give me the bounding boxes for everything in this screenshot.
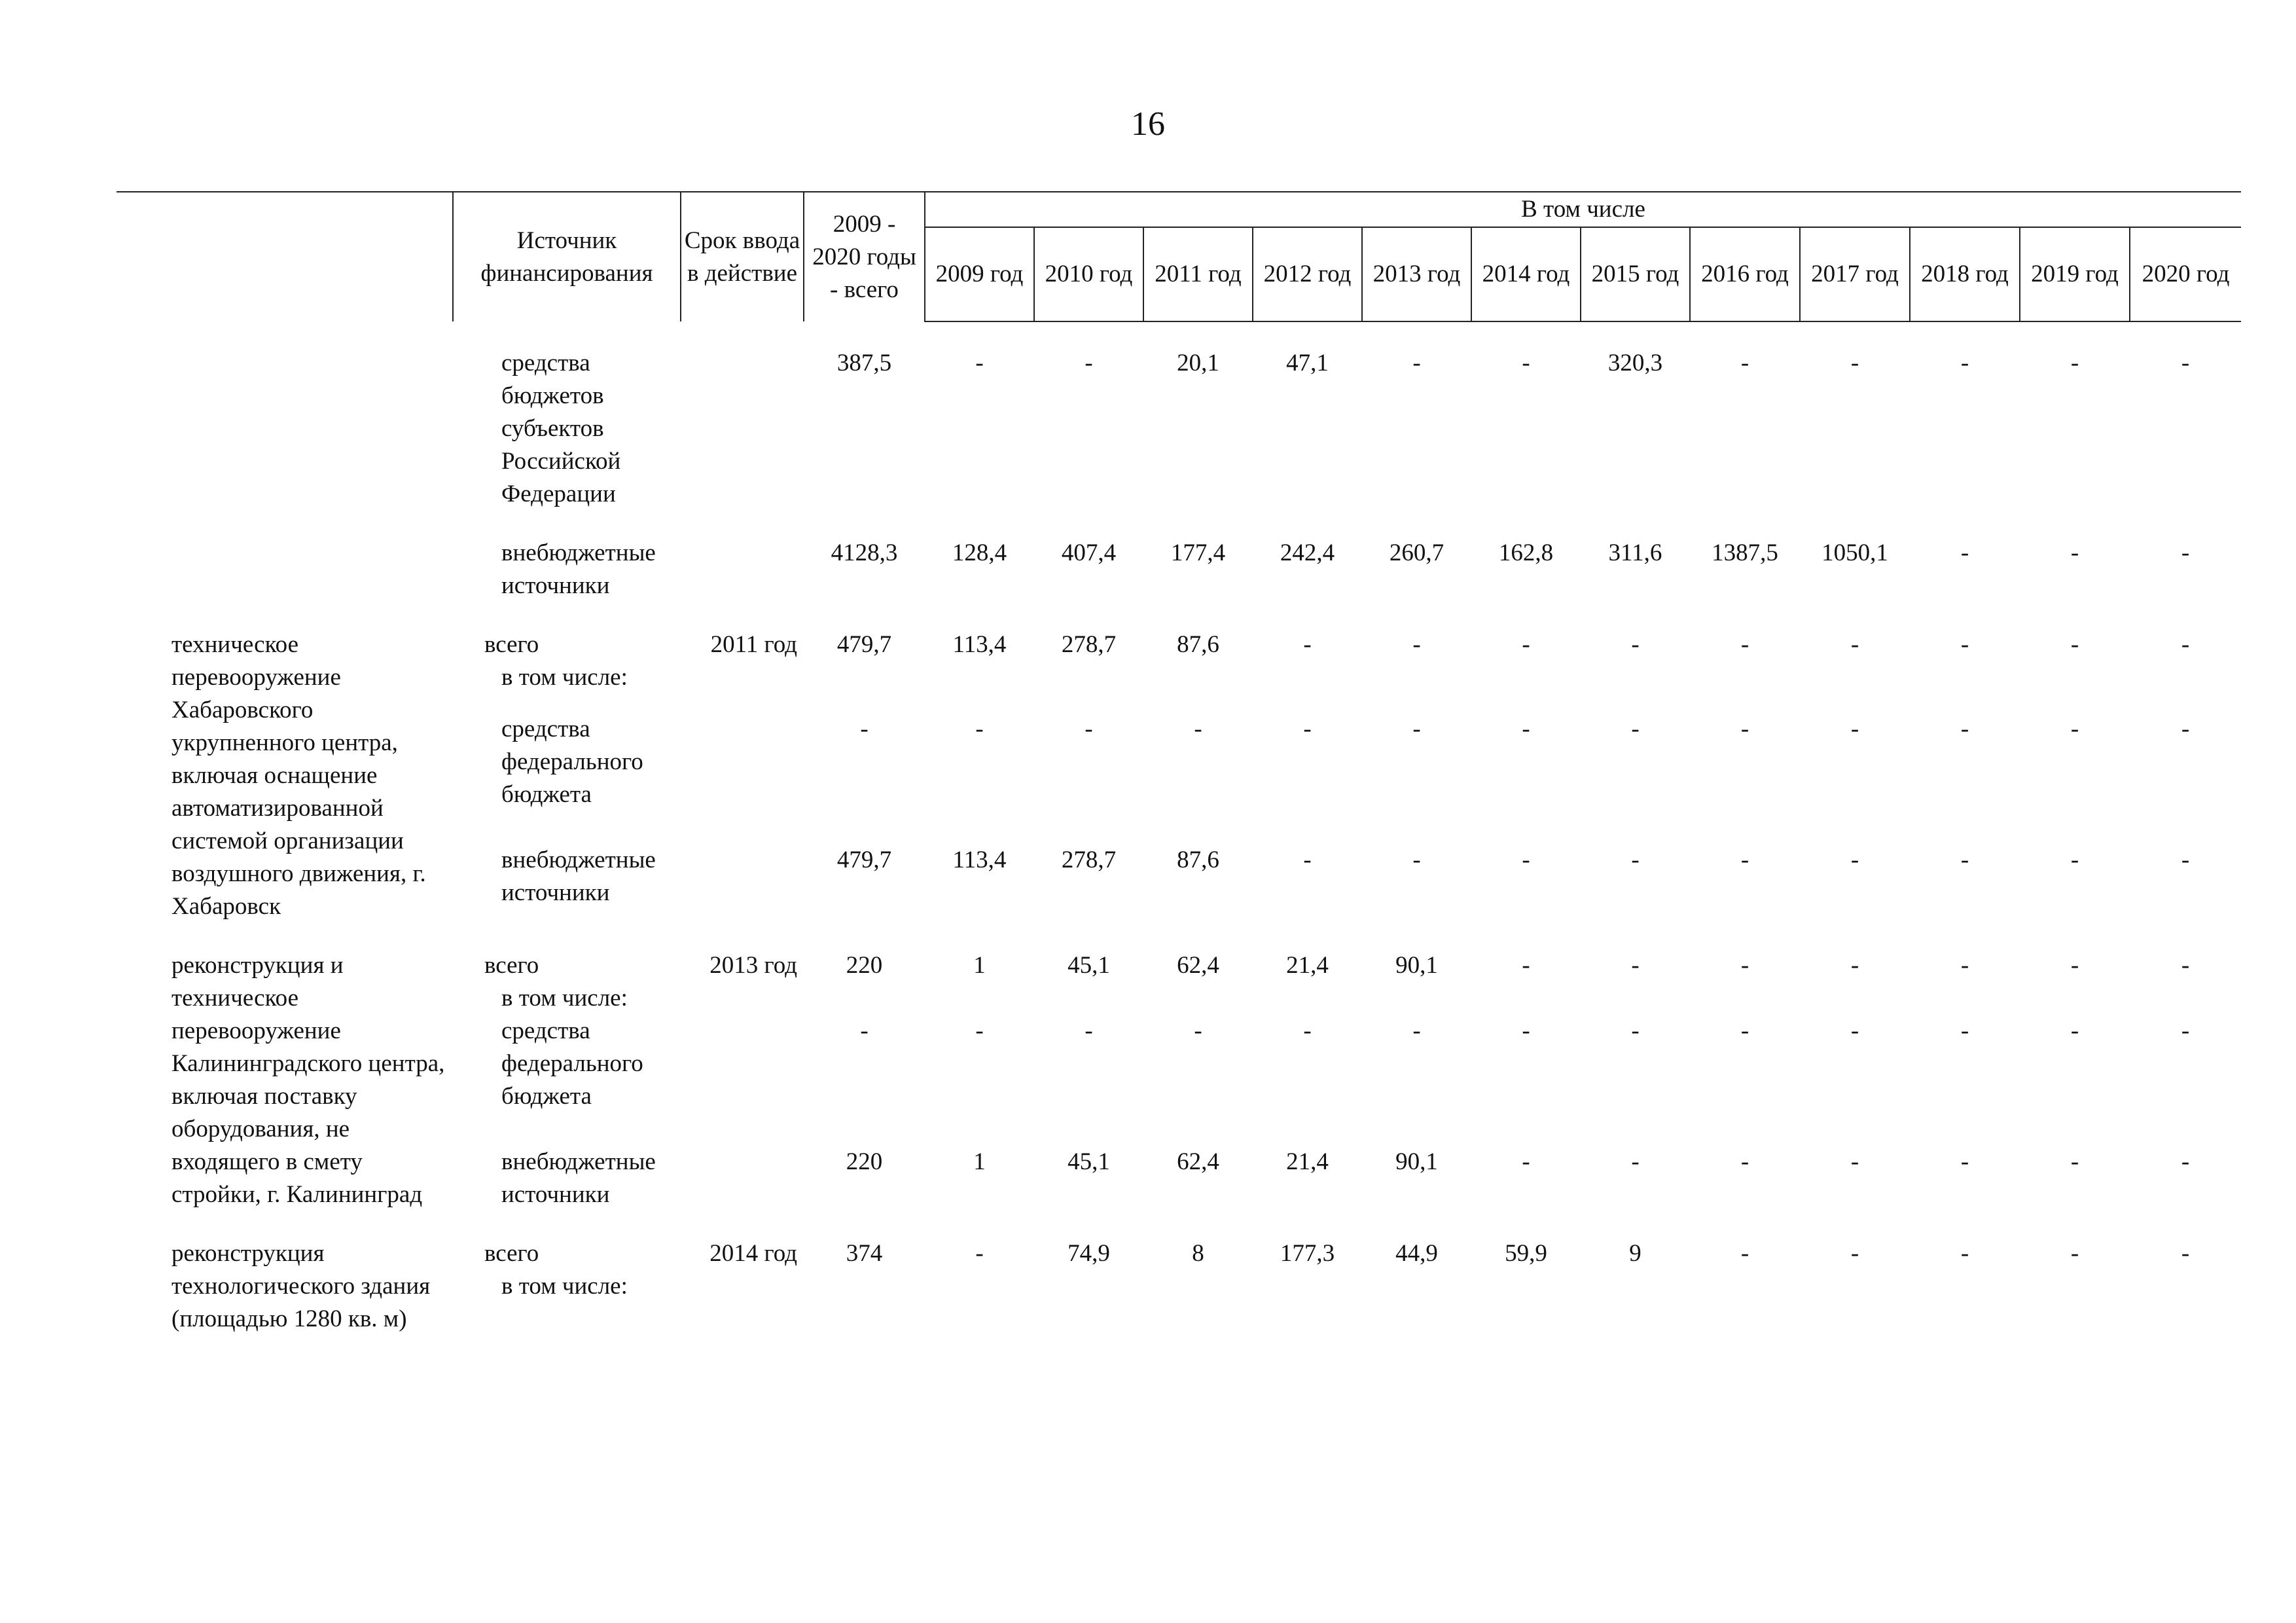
value-cell: -: [1194, 716, 1202, 743]
value-cell: -: [1412, 631, 1421, 658]
value-cell: -: [1960, 631, 1969, 658]
value-cell: -: [2181, 350, 2190, 376]
value-cell: -: [2181, 539, 2190, 566]
source-cell: всего в том числе:: [484, 1240, 628, 1300]
term-cell: 2011 год: [710, 631, 797, 658]
header-year-2013: 2013 год: [1362, 227, 1471, 321]
value-cell: -: [1522, 716, 1530, 743]
value-cell: -: [1085, 716, 1093, 743]
total-cell: 220: [846, 1148, 883, 1175]
header-year-2014: 2014 год: [1471, 227, 1581, 321]
value-cell: -: [1522, 631, 1530, 658]
header-year-2016: 2016 год: [1690, 227, 1800, 321]
header-object: [117, 192, 453, 321]
total-cell: 479,7: [836, 631, 892, 658]
value-cell: -: [2070, 1148, 2079, 1175]
value-cell: -: [1412, 716, 1421, 743]
value-cell: 62,4: [1177, 1148, 1219, 1175]
value-cell: -: [2181, 1017, 2190, 1044]
total-cell: 387,5: [836, 350, 892, 376]
value-cell: 21,4: [1286, 952, 1329, 979]
value-cell: -: [1960, 1148, 1969, 1175]
value-cell: -: [1522, 952, 1530, 979]
value-cell: 113,4: [952, 631, 1007, 658]
value-cell: -: [1960, 847, 1969, 874]
term-cell: [681, 347, 804, 511]
value-cell: -: [1740, 1017, 1749, 1044]
value-cell: -: [1740, 631, 1749, 658]
value-cell: -: [1522, 350, 1530, 376]
value-cell: -: [1960, 350, 1969, 376]
value-cell: 45,1: [1067, 952, 1110, 979]
value-cell: -: [1740, 1148, 1749, 1175]
value-cell: 407,4: [1061, 539, 1117, 566]
value-cell: -: [2181, 1148, 2190, 1175]
value-cell: -: [975, 1240, 984, 1267]
value-cell: -: [1303, 847, 1312, 874]
value-cell: -: [1740, 952, 1749, 979]
header-year-2009: 2009 год: [925, 227, 1034, 321]
value-cell: -: [1740, 716, 1749, 743]
value-cell: 9: [1629, 1240, 1641, 1267]
table-body: [117, 321, 2241, 1336]
value-cell: -: [1194, 1017, 1202, 1044]
value-cell: -: [1740, 1240, 1749, 1267]
header-source: Источник финансирования: [453, 192, 681, 321]
object-cell: [117, 511, 453, 602]
source-cell: внебюджетные источники: [501, 847, 656, 907]
term-cell: [681, 1146, 804, 1211]
value-cell: -: [1740, 350, 1749, 376]
value-cell: -: [1850, 350, 1859, 376]
value-cell: -: [2181, 1240, 2190, 1267]
value-cell: -: [1850, 631, 1859, 658]
value-cell: 62,4: [1177, 952, 1219, 979]
value-cell: -: [1850, 1148, 1859, 1175]
value-cell: -: [2070, 1240, 2079, 1267]
total-cell: 4128,3: [831, 539, 898, 566]
value-cell: 162,8: [1498, 539, 1554, 566]
header-year-2015: 2015 год: [1581, 227, 1690, 321]
term-cell: 2013 год: [709, 952, 797, 979]
value-cell: -: [1850, 952, 1859, 979]
value-cell: -: [1303, 1017, 1312, 1044]
value-cell: -: [975, 350, 984, 376]
value-cell: -: [1960, 952, 1969, 979]
table-row: [117, 1211, 2241, 1336]
header-year-2018: 2018 год: [1910, 227, 2020, 321]
value-cell: -: [1303, 716, 1312, 743]
value-cell: 90,1: [1395, 1148, 1438, 1175]
value-cell: -: [1085, 350, 1093, 376]
value-cell: 20,1: [1177, 350, 1219, 376]
value-cell: 44,9: [1395, 1240, 1438, 1267]
value-cell: -: [1631, 1148, 1640, 1175]
value-cell: -: [1850, 1017, 1859, 1044]
term-cell: [681, 511, 804, 602]
value-cell: -: [975, 716, 984, 743]
value-cell: -: [1522, 1017, 1530, 1044]
table-row: [117, 347, 2241, 511]
term-cell: [681, 844, 804, 923]
value-cell: -: [1960, 1240, 1969, 1267]
value-cell: -: [1412, 350, 1421, 376]
value-cell: 113,4: [952, 847, 1007, 874]
table-row: [117, 602, 2241, 713]
source-cell: средства федерального бюджета: [501, 716, 643, 809]
value-cell: -: [1960, 716, 1969, 743]
financing-table: [117, 191, 2241, 1336]
value-cell: -: [2070, 631, 2079, 658]
term-cell: [681, 713, 804, 844]
value-cell: -: [2070, 716, 2079, 743]
value-cell: 278,7: [1061, 631, 1117, 658]
total-cell: 220: [846, 952, 883, 979]
object-cell: [117, 347, 453, 511]
page-number: 16: [1131, 105, 1165, 143]
header-year-2012: 2012 год: [1253, 227, 1362, 321]
value-cell: 242,4: [1280, 539, 1335, 566]
value-cell: 45,1: [1067, 1148, 1110, 1175]
value-cell: -: [1631, 716, 1640, 743]
value-cell: -: [2181, 631, 2190, 658]
object-cell: реконструкция и техническое перевооружение Калининградского центра, включая поставку оборудования, не входящего в смету стройки, г. Калининград: [171, 952, 445, 1208]
value-cell: -: [975, 1017, 984, 1044]
value-cell: -: [2181, 716, 2190, 743]
total-cell: -: [860, 716, 869, 743]
value-cell: -: [2181, 952, 2190, 979]
source-cell: внебюджетные источники: [501, 1148, 656, 1208]
header-total: 2009 - 2020 годы - всего: [804, 192, 925, 321]
value-cell: 311,6: [1608, 539, 1662, 566]
value-cell: -: [2070, 350, 2079, 376]
value-cell: -: [1631, 631, 1640, 658]
value-cell: 1387,5: [1712, 539, 1778, 566]
value-cell: 278,7: [1061, 847, 1117, 874]
value-cell: 1050,1: [1821, 539, 1888, 566]
source-cell: внебюджетные источники: [501, 539, 656, 599]
value-cell: 1: [973, 952, 986, 979]
value-cell: -: [2070, 952, 2079, 979]
value-cell: -: [1960, 1017, 1969, 1044]
header-year-2011: 2011 год: [1143, 227, 1253, 321]
term-cell: 2014 год: [709, 1240, 797, 1267]
value-cell: 47,1: [1286, 350, 1329, 376]
value-cell: -: [1631, 847, 1640, 874]
value-cell: -: [2070, 847, 2079, 874]
value-cell: -: [1631, 1017, 1640, 1044]
value-cell: 177,4: [1170, 539, 1226, 566]
value-cell: -: [2181, 847, 2190, 874]
header-term: Срок ввода в действие: [681, 192, 804, 321]
table-row: [117, 923, 2241, 1015]
value-cell: -: [1850, 847, 1859, 874]
value-cell: 74,9: [1067, 1240, 1110, 1267]
value-cell: 320,3: [1607, 350, 1663, 376]
value-cell: 90,1: [1395, 952, 1438, 979]
value-cell: -: [1631, 952, 1640, 979]
header-year-2020: 2020 год: [2130, 227, 2241, 321]
object-cell: реконструкция технологического здания (площадью 1280 кв. м): [171, 1240, 431, 1332]
header-year-2019: 2019 год: [2020, 227, 2130, 321]
header-year-2010: 2010 год: [1034, 227, 1143, 321]
term-cell: [681, 1015, 804, 1146]
total-cell: 374: [846, 1240, 883, 1267]
source-cell: средства федерального бюджета: [501, 1017, 643, 1110]
value-cell: 21,4: [1286, 1148, 1329, 1175]
total-cell: -: [860, 1017, 869, 1044]
value-cell: -: [2070, 539, 2079, 566]
value-cell: 8: [1192, 1240, 1204, 1267]
value-cell: 1: [973, 1148, 986, 1175]
value-cell: -: [1850, 1240, 1859, 1267]
value-cell: -: [1522, 847, 1530, 874]
source-cell: средства бюджетов субъектов Российской Федерации: [501, 350, 621, 507]
table-row: [117, 511, 2241, 602]
value-cell: -: [1522, 1148, 1530, 1175]
value-cell: -: [1740, 847, 1749, 874]
value-cell: -: [1303, 631, 1312, 658]
value-cell: 87,6: [1177, 631, 1219, 658]
value-cell: -: [1085, 1017, 1093, 1044]
total-cell: 479,7: [836, 847, 892, 874]
value-cell: 128,4: [952, 539, 1007, 566]
value-cell: -: [1850, 716, 1859, 743]
value-cell: -: [1412, 847, 1421, 874]
header-including: В том числе: [925, 192, 2241, 227]
source-cell: всего в том числе:: [484, 631, 628, 691]
value-cell: 177,3: [1280, 1240, 1335, 1267]
value-cell: 87,6: [1177, 847, 1219, 874]
value-cell: 260,7: [1389, 539, 1444, 566]
value-cell: -: [2070, 1017, 2079, 1044]
source-cell: всего в том числе:: [484, 952, 628, 1012]
header-year-2017: 2017 год: [1800, 227, 1910, 321]
value-cell: -: [1960, 539, 1969, 566]
object-cell: техническое перевооружение Хабаровского укрупненного центра, включая оснащение автоматизированной системой организации воздушного движения, г. Хабаровск: [171, 631, 426, 920]
table-header: [117, 192, 2241, 321]
value-cell: -: [1412, 1017, 1421, 1044]
value-cell: 59,9: [1505, 1240, 1547, 1267]
